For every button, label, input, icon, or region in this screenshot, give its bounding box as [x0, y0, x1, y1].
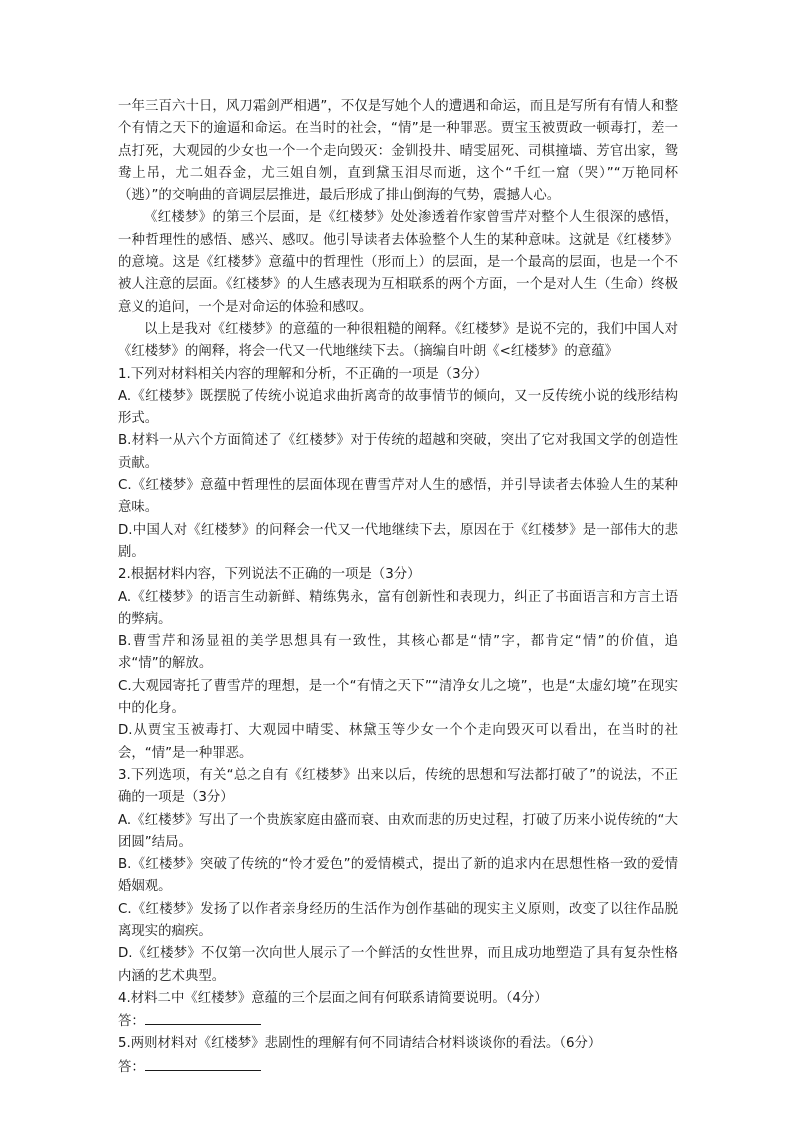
option-c: C.《红楼梦》意蕴中哲理性的层面体现在曹雪芹对人生的感悟，并引导读者去体验人生的某种意味。	[118, 478, 678, 516]
page-content	[118, 96, 678, 1079]
option-c: C.《红楼梦》发扬了以作者亲身经历的生活作为创作基础的现实主义原则，改变了以往作品脱离现实的痼疾。	[118, 901, 678, 939]
answer-row	[118, 1056, 678, 1079]
option-a: A.《红楼梦》的语言生动新鲜、精练隽永，富有创新性和表现力，纠正了书面语言和方言土语的弊病。	[118, 589, 678, 627]
passage-paragraph-2: 《红楼梦》的第三个层面，是《红楼梦》处处渗透着作家曾雪芹对整个人生很深的感悟，一种哲理性的感悟、感兴、感叹。他引导读者去体验整个人生的某种意味。这就是《红楼梦》的意境。这是《红楼梦》意蕴中的哲理性（形而上）的层面，是一个最高的层面，也是一个不被人注意的层面。《红楼梦》的人生感表现为互相联系的两个方面，一个是对人生（生命）终极意义的追问，一个是对命运的体验和感叹。	[118, 210, 678, 315]
passage-paragraph-3: 以上是我对《红楼梦》的意蕴的一种很粗糙的阐释。《红楼梦》是说不完的，我们中国人对《红楼梦》的阐释，将会一代又一代地继续下去。（摘编自叶朗《<红楼梦》的意蕴》	[118, 321, 678, 360]
question-5	[118, 1033, 678, 1079]
answer-blank[interactable]	[145, 1010, 261, 1025]
question-4	[118, 988, 678, 1034]
answer-row	[118, 1010, 678, 1033]
option-b: B.材料一从六个方面简述了《红楼梦》对于传统的超越和突破，突出了它对我国文学的创造性贡献。	[118, 433, 678, 471]
answer-label: 答：	[118, 1014, 145, 1030]
option-a: A.《红楼梦》既摆脱了传统小说追求曲折离奇的故事情节的倾向，又一反传统小说的线形结构形式。	[118, 388, 678, 427]
answer-blank[interactable]	[145, 1056, 261, 1071]
option-b: B.《红楼梦》突破了传统的“怜才爱色”的爱情模式，提出了新的追求内在思想性格一致的爱情婚姻观。	[118, 857, 678, 895]
passage-paragraph-1: 一年三百六十日，风刀霜剑严相遇”，不仅是写她个人的遭遇和命运，而且是写所有有情人和整个有情之天下的逾逼和命运。在当时的社会，“情”是一种罪恶。贾宝玉被贾政一顿毒打，差一点打死，大观园的少女也一个一个走向毁灭：金钏投井、晴雯屈死、司棋撞墙、芳官出家，鸳鸯上吊，尤二姐吞金，尤三姐自刎，直到黛玉泪尽而逝，这个“千红一窟（哭）”“万艳同杯（逃）”的交响曲的音调层层推进，最后形成了排山倒海的气势，震撼人心。	[118, 99, 678, 204]
question-2	[118, 564, 678, 765]
option-a: A.《红楼梦》写出了一个贵族家庭由盛而衰、由欢而悲的历史过程，打破了历来小说传统的“大团圆”结局。	[118, 812, 678, 850]
answer-label: 答：	[118, 1059, 145, 1075]
option-d: D.从贾宝玉被毒打、大观园中晴雯、林黛玉等少女一个个走向毁灭可以看出，在当时的社会，“情”是一种罪恶。	[118, 723, 678, 761]
option-d: D.中国人对《红楼梦》的问释会一代又一代地继续下去，原因在于《红楼梦》是一部伟大的悲剧。	[118, 522, 678, 560]
question-1	[118, 364, 678, 565]
question-stem: 5.两则材料对《红楼梦》悲剧性的理解有何不同请结合材料谈谈你的看法。（6分）	[118, 1036, 602, 1052]
question-stem: 3.下列选项，有关“总之自有《红楼梦》出来以后，传统的思想和写法都打破了”的说法，不正确的一项是（3分）	[118, 767, 678, 806]
question-stem: 1.下列对材料相关内容的理解和分析，不正确的一项是（3分）	[118, 366, 488, 382]
question-stem: 4.材料二中《红楼梦》意蕴的三个层面之间有何联系请简要说明。（4分）	[118, 990, 548, 1006]
option-d: D.《红楼梦》不仅第一次向世人展示了一个鲜活的女性世界，而且成功地塑造了具有复杂性格内涵的艺术典型。	[118, 946, 678, 984]
question-3	[118, 765, 678, 988]
question-stem: 2.根据材料内容，下列说法不正确的一项是（3分）	[118, 567, 421, 583]
option-c: C.大观园寄托了曹雪芹的理想，是一个“有情之天下”“清净女儿之境”，也是“太虚幻境”在现实中的化身。	[118, 678, 678, 717]
option-b: B.曹雪芹和汤显祖的美学思想具有一致性，其核心都是“情”字，都肯定“情”的价值，追求“情”的解放。	[118, 634, 678, 672]
